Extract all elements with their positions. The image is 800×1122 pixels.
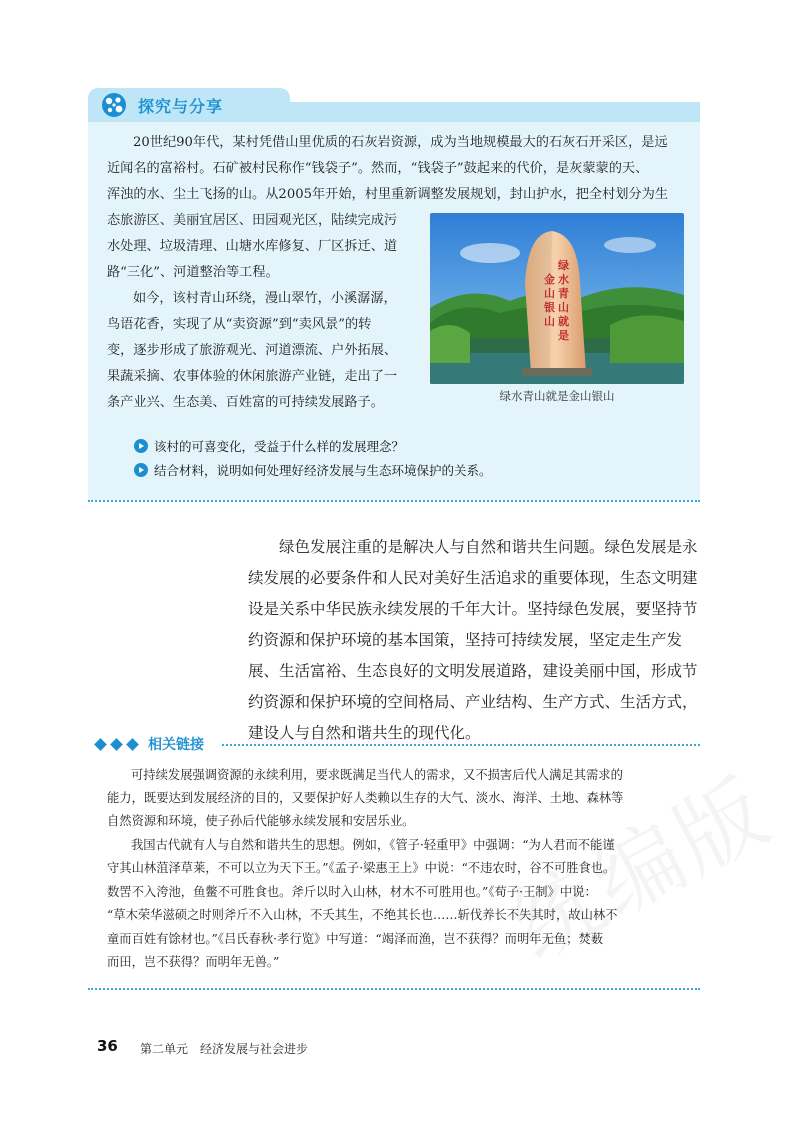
question-item [134,437,404,455]
explore-paragraph-line: 路“三化”、河道整治等工程。 [107,265,279,280]
link-paragraph-line: 守其山林菹泽草莱，不可以立为天下王。”《孟子·梁惠王上》中说：“不违农时，谷不可胜食也。 [107,861,616,875]
explore-paragraph-line: 态旅游区、美丽宜居区、田园观光区，陆续完成污 [107,213,398,228]
explore-paragraph-line: 水处理、垃圾清理、山塘水库修复、厂区拆迁、道 [107,239,398,254]
explore-paragraph-line: 浑浊的水、尘土飞扬的山。从2005年开始，村里重新调整发展规划，封山护水，把全村划分为生 [107,187,669,202]
question-item [134,461,492,479]
section-divider [88,988,700,990]
link-paragraph-line: 我国古代就有人与自然和谐共生的思想。例如，《管子·轻重甲》中强调：“为人君而不能谨 [131,838,615,852]
link-paragraph-line: 而田，岂不获得？而明年无兽。” [107,955,280,969]
photo-caption: 绿水青山就是金山银山 [499,389,615,403]
inscription-char: 山 [558,301,569,314]
inscription-char: 金 [544,273,555,286]
explore-paragraph-line: 果蔬采摘、农事体验的休闲旅游产业链，走出了一 [107,369,398,384]
link-paragraph-line: “草木荣华滋硕之时则斧斤不入山林，不夭其生，不绝其长也……斩伐养长不失其时，故山林不 [107,908,618,922]
play-arrow-icon [134,439,148,453]
explore-share-header [88,88,700,122]
link-paragraph-line: 自然资源和环境，使子孙后代能够永续发展和安居乐业。 [107,814,415,828]
inscription-char: 银 [544,301,555,314]
inscription-char: 就 [558,315,569,328]
question-text: 该村的可喜变化，受益于什么样的发展理念？ [154,439,405,454]
explore-paragraph-line: 变，逐步形成了旅游观光、河道漂流、户外拓展、 [107,343,398,358]
link-paragraph-line: 能力，既要达到发展经济的目的，又要保护好人类赖以生存的大气、淡水、海洋、土地、森林等 [107,791,624,805]
related-link-header [96,735,204,753]
link-paragraph-line: 童而百姓有馀材也。”《吕氏春秋·孝行览》中写道：“竭泽而渔，岂不获得？而明年无鱼；焚薮 [107,932,604,946]
link-paragraph-line: 数罟不入洿池，鱼鳖不可胜食也。斧斤以时入山林，材木不可胜用也。”《荀子·王制》中说： [107,885,597,899]
related-link-divider [222,744,700,746]
explore-paragraph-line: 鸟语花香，实现了从“卖资源”到“卖风景”的转 [107,317,372,332]
explore-paragraph-line: 条产业兴、生态美、百姓富的可持续发展路子。 [107,395,384,410]
main-paragraph-line: 约资源和保护环境的空间格局、产业结构、生产方式、生活方式， [248,693,698,711]
related-link-title: 相关链接 [148,737,204,753]
explore-paragraph-line: 20世纪90年代，某村凭借山里优质的石灰岩资源，成为当地规模最大的石灰石开采区，是远 [133,135,668,150]
main-paragraph-line: 续发展的必要条件和人民对美好生活追求的重要体现，生态文明建 [248,569,698,587]
inscription-char: 水 [558,273,569,286]
explore-share-icon [100,91,128,119]
landscape-photo [430,213,684,384]
explore-share-tab [88,88,290,122]
inscription-char: 青 [558,287,569,300]
explore-share-title: 探究与分享 [138,97,224,116]
inscription-char: 山 [544,287,555,300]
link-paragraph-line: 可持续发展强调资源的永续利用，要求既满足当代人的需求，又不损害后代人满足其需求的 [131,768,623,782]
diamond-icon [94,738,107,751]
question-text: 结合材料，说明如何处理好经济发展与生态环境保护的关系。 [154,463,492,478]
main-paragraph-line: 展、生活富裕、生态良好的文明发展道路，建设美丽中国，形成节 [248,662,698,680]
explore-paragraph-line: 近闻名的富裕村。石矿被村民称作“钱袋子”。然而，“钱袋子”鼓起来的代价，是灰蒙蒙的天、 [107,161,649,176]
explore-paragraph-line: 如今，该村青山环绕，漫山翠竹，小溪潺潺， [133,291,397,306]
diamond-icon [126,738,139,751]
diamond-icon [110,738,123,751]
play-arrow-icon [134,463,148,477]
inscription-char: 是 [558,329,569,342]
inscription-char: 绿 [558,259,569,272]
inscription-char: 山 [544,315,555,328]
section-divider [88,500,700,502]
footer-chapter-title: 第二单元 经济发展与社会进步 [140,1042,309,1056]
main-paragraph-line: 设是关系中华民族永续发展的千年大计。坚持绿色发展，要坚持节 [248,600,698,618]
page-number: 36 [97,1037,118,1055]
main-paragraph-line: 建设人与自然和谐共生的现代化。 [248,724,481,742]
main-paragraph-line: 约资源和保护环境的基本国策，坚持可持续发展，坚定走生产发 [248,631,683,649]
explore-share-strip [290,102,700,122]
main-paragraph-line: 绿色发展注重的是解决人与自然和谐共生问题。绿色发展是永 [279,538,698,556]
